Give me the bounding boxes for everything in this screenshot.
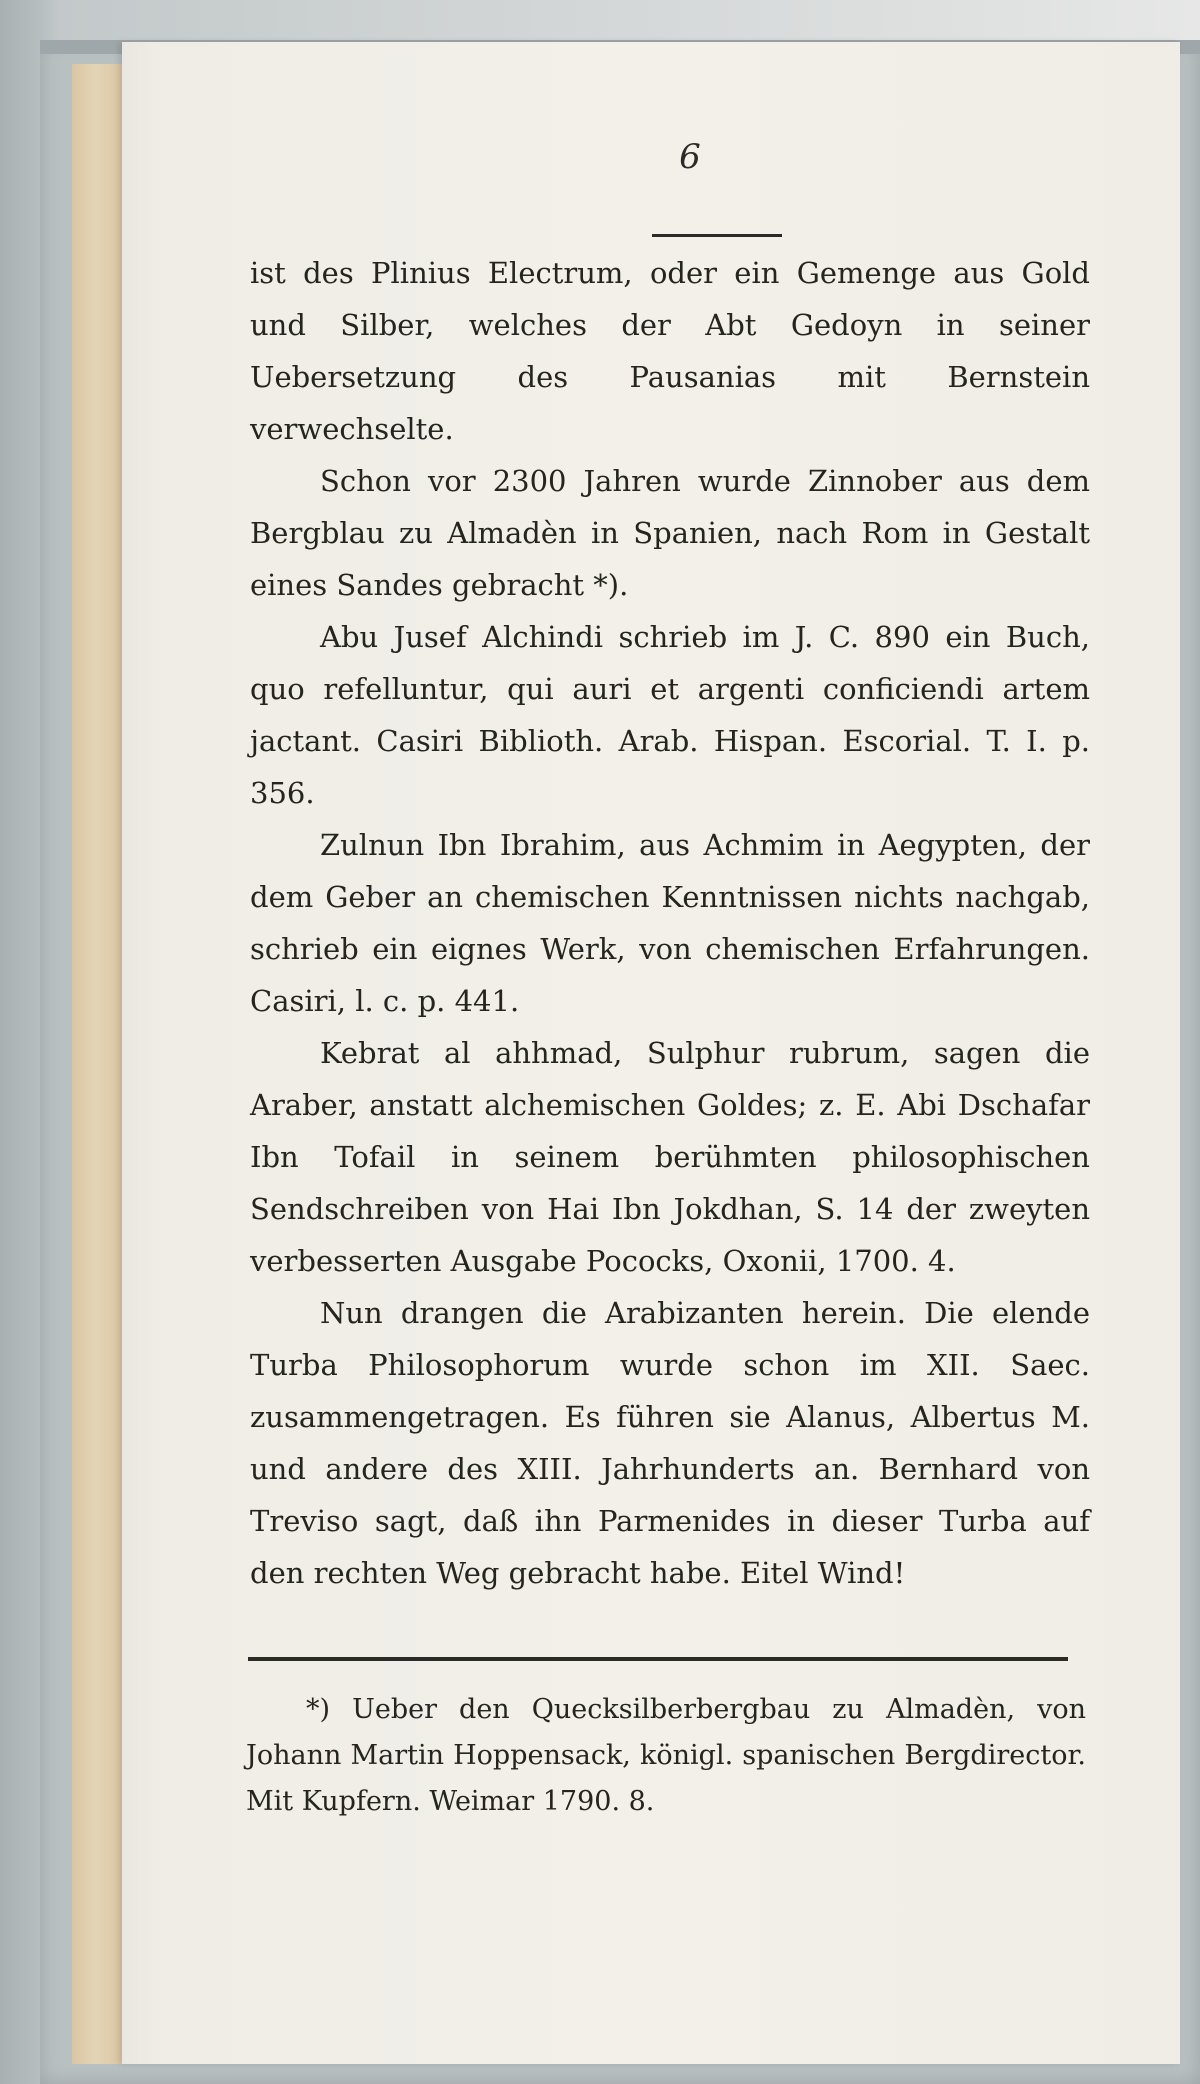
header-rule — [652, 234, 782, 237]
paragraph: ist des Plinius Electrum, oder ein Gemenge aus Gold und Silber, welches der Abt Gedoyn in seiner Uebersetzung des Pausanias mit Bernstein verwechselte. — [250, 256, 1090, 446]
paragraph: Schon vor 2300 Jahren wurde Zinnober aus dem Bergblau zu Almadèn in Spanien, nach Rom in Gestalt eines Sandes gebracht *). — [250, 464, 1090, 602]
paragraph: Abu Jusef Alchindi schrieb im J. C. 890 ein Buch, quo refelluntur, qui auri et argenti conficiendi artem jactant. Casiri Biblioth. Arab. Hispan. Escorial. T. I. p. 356. — [250, 620, 1090, 810]
page-body — [250, 247, 1090, 1599]
footnote-rule — [248, 1657, 1068, 1661]
page-number: 6 — [679, 137, 701, 177]
book-page — [122, 42, 1180, 2064]
paragraph: Kebrat al ahhmad, Sulphur rubrum, sagen die Araber, anstatt alchemischen Goldes; z. E. Abi Dschafar Ibn Tofail in seinem berühmten philosophischen Sendschreiben von Hai Ibn Jokdhan, S. 14 der zweyten verbesserten Ausgabe Pococks, Oxonii, 1700. 4. — [250, 1036, 1090, 1278]
paragraph: Nun drangen die Arabizanten herein. Die elende Turba Philosophorum wurde schon im XII. Saec. zusammengetragen. Es führen sie Alanus, Albertus M. und andere des XIII. Jahrhunderts an. Bernhard von Treviso sagt, daß ihn Parmenides in dieser Turba auf den rechten Weg gebracht habe. Eitel Wind! — [250, 1296, 1090, 1590]
footnote: *) Ueber den Quecksilberbergbau zu Almadèn, von Johann Martin Hoppensack, königl. spanischen Bergdirector. Mit Kupfern. Weimar 1790. 8. — [246, 1694, 1086, 1817]
paragraph: Zulnun Ibn Ibrahim, aus Achmim in Aegypten, der dem Geber an chemischen Kenntnissen nichts nachgab, schrieb ein eignes Werk, von chemischen Erfahrungen. Casiri, l. c. p. 441. — [250, 828, 1090, 1018]
